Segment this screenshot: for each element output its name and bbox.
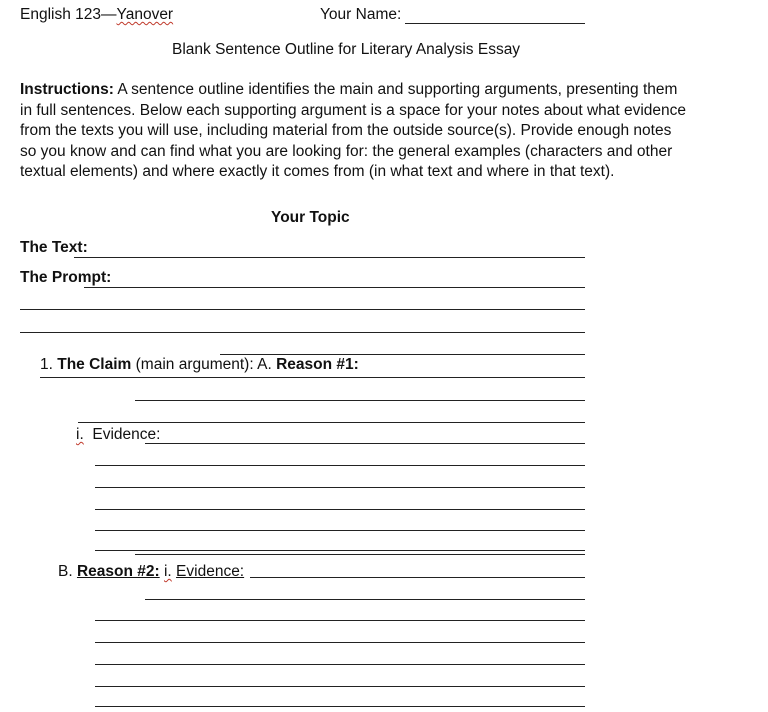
evidence-a-input-line[interactable] xyxy=(95,509,585,510)
evidence-a-input-line[interactable] xyxy=(135,554,585,555)
instructions-line: A sentence outline identifies the main and supporting arguments, presenting them xyxy=(117,81,678,98)
topic-heading: Your Topic xyxy=(271,209,350,226)
claim-row xyxy=(40,356,359,374)
prompt-input-line[interactable] xyxy=(20,309,585,310)
reason-a-input-line[interactable] xyxy=(40,377,585,378)
instructions-line: textual elements) and where exactly it comes from (in what text and where in that text). xyxy=(20,163,615,181)
reason-a-input-line[interactable] xyxy=(135,400,585,401)
reason-a-label: Reason #1: xyxy=(276,356,359,373)
text-label: The Text: xyxy=(20,239,88,256)
reason-b-evidence-input-line[interactable] xyxy=(145,599,585,600)
claim-label: The Claim xyxy=(57,356,132,373)
page-title: Blank Sentence Outline for Literary Analysis Essay xyxy=(172,41,521,58)
reason-b-evidence-input-line[interactable] xyxy=(95,664,585,665)
evidence-a-input-line[interactable] xyxy=(95,465,585,466)
prompt-label: The Prompt: xyxy=(20,269,112,286)
prompt-input-line[interactable] xyxy=(20,332,585,333)
reason-b-evidence-input-line[interactable] xyxy=(95,620,585,621)
course-name: English 123 xyxy=(20,6,102,23)
reason-b-marker: i. xyxy=(163,563,172,580)
reason-b-row xyxy=(58,563,244,581)
evidence-a-input-line[interactable] xyxy=(95,530,585,531)
claim-number: 1. xyxy=(40,356,53,373)
reason-a-input-line[interactable] xyxy=(78,422,585,423)
instructions-line: from the texts you will use, including material from the outside source(s). Provide enough notes xyxy=(20,122,672,140)
evidence-a-row xyxy=(76,426,160,444)
evidence-a-marker: i. xyxy=(76,426,84,443)
instructions-label: Instructions: xyxy=(20,81,114,98)
name-label: Your Name: xyxy=(320,6,402,23)
reason-b-evidence-input-line[interactable] xyxy=(95,686,585,687)
reason-a-prefix: A. xyxy=(257,356,272,373)
reason-b-input-line[interactable] xyxy=(250,577,585,578)
instructions-line: in full sentences. Below each supporting argument is a space for your notes about what evidence xyxy=(20,101,687,119)
course-header xyxy=(20,6,173,24)
evidence-a-input-line[interactable] xyxy=(145,443,585,444)
evidence-a-input-line[interactable] xyxy=(95,487,585,488)
claim-suffix: (main argument): xyxy=(135,356,254,373)
instructions-block xyxy=(20,80,765,183)
reason-b-evidence-input-line[interactable] xyxy=(95,706,585,707)
reason-b-evidence-label: Evidence: xyxy=(176,563,245,580)
prompt-input-line[interactable] xyxy=(84,287,585,288)
evidence-a-label: Evidence: xyxy=(92,426,161,443)
reason-b-prefix: B. xyxy=(58,563,73,580)
instructions-line: so you know and can find what you are looking for: the general examples (characters and other xyxy=(20,142,673,160)
reason-b-label: Reason #2: xyxy=(76,563,160,580)
name-input-line[interactable] xyxy=(405,23,585,24)
claim-input-line[interactable] xyxy=(220,354,585,355)
text-input-line[interactable] xyxy=(74,257,585,258)
instructor-name: Yanover xyxy=(116,6,174,23)
reason-b-evidence-input-line[interactable] xyxy=(95,642,585,643)
evidence-a-input-line[interactable] xyxy=(95,550,585,551)
header-dash: — xyxy=(101,6,117,23)
